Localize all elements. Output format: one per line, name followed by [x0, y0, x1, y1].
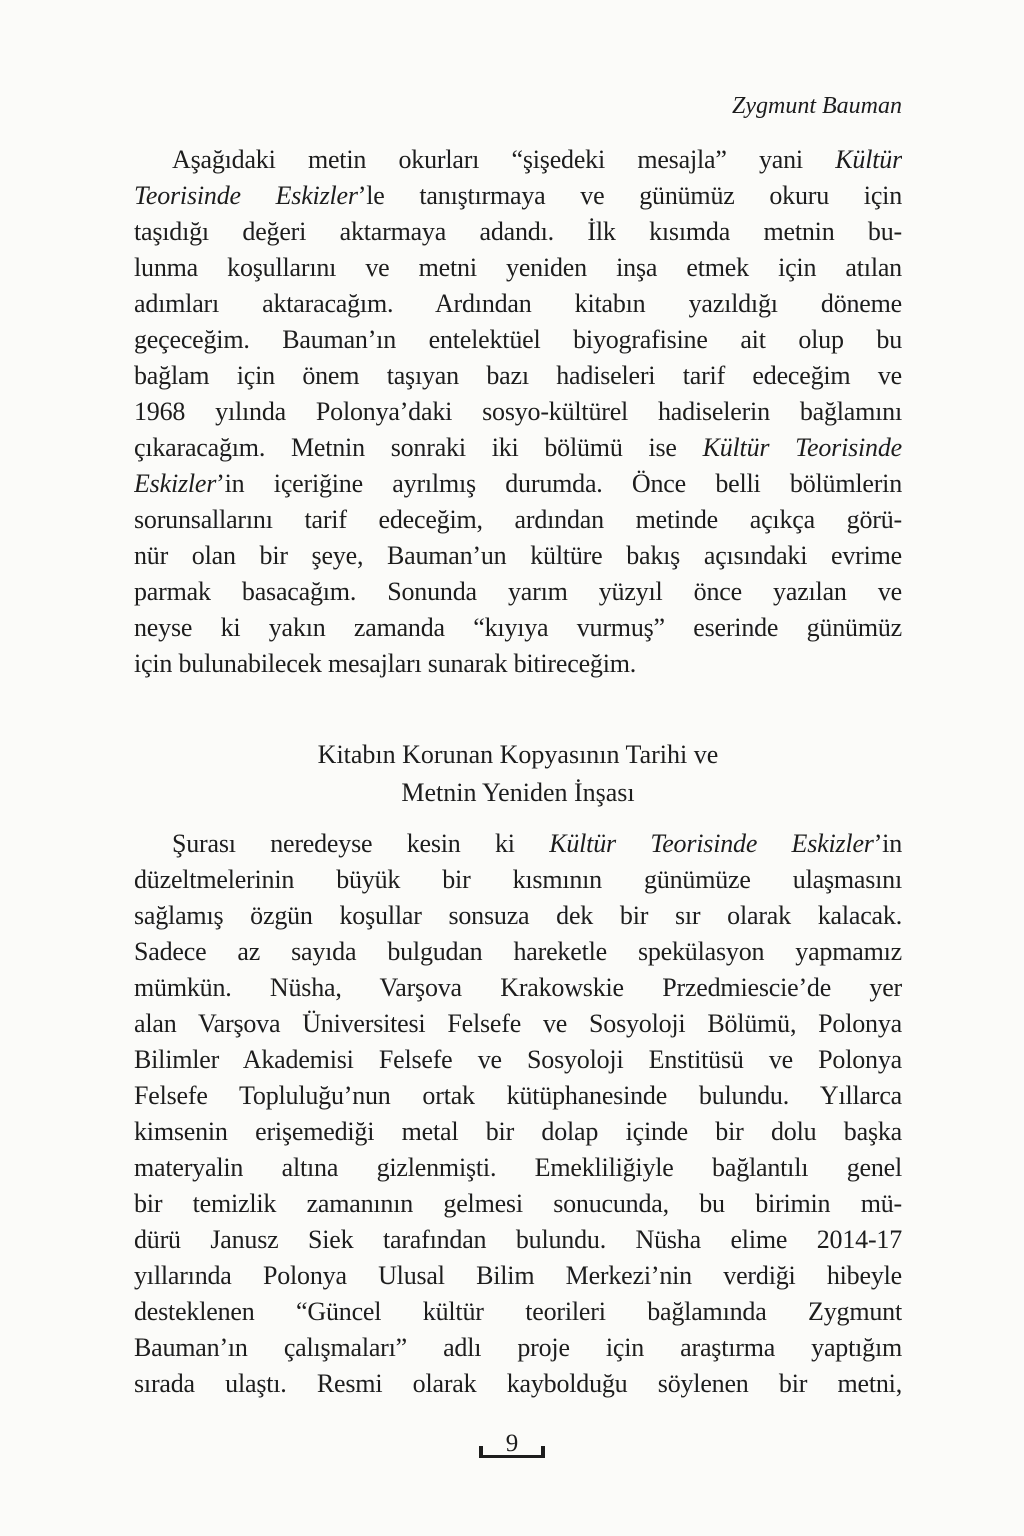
text-line: desteklenen “Güncel kültür teorileri bağlamında Zygmunt: [134, 1297, 902, 1326]
section-heading-line-1: Kitabın Korunan Kopyasının Tarihi ve: [317, 740, 719, 769]
text-line: sağlamış özgün koşullar sonsuza dek bir sır olarak kalacak.: [134, 901, 902, 930]
page-footer: [0, 1424, 1024, 1458]
text-line: düzeltmelerinin büyük bir kısmının günümüze ulaşmasını: [134, 865, 902, 894]
text-line: geçeceğim. Bauman’ın entelektüel biyografisine ait olup bu: [134, 325, 902, 354]
text-line: nür olan bir şeye, Bauman’un kültüre bakış açısındaki evrime: [134, 541, 902, 570]
text-line: Sadece az sayıda bulgudan hareketle spekülasyon yapmamız: [134, 937, 902, 966]
text-line: neyse ki yakın zamanda “kıyıya vurmuş” eserinde günümüz: [134, 613, 902, 642]
text-line: dürü Janusz Siek tarafından bulundu. Nüsha elime 2014-17: [134, 1225, 902, 1254]
paragraph-history: [134, 826, 902, 1402]
text-line: Şurası neredeyse kesin ki Kültür Teorisinde Eskizler’in: [172, 829, 902, 858]
text-line: alan Varşova Üniversitesi Felsefe ve Sosyoloji Bölümü, Polonya: [134, 1009, 902, 1038]
text-line: sorunsallarını tarif edeceğim, ardından metinde açıkça görü-: [134, 505, 902, 534]
text-line: için bulunabilecek mesajları sunarak bitireceğim.: [134, 649, 637, 678]
text-line: Teorisinde Eskizler’le tanıştırmaya ve günümüz okuru için: [134, 181, 902, 210]
text-line: kimsenin erişemediği metal bir dolap içinde bir dolu başka: [134, 1117, 902, 1146]
running-header-author: Zygmunt Bauman: [732, 93, 902, 119]
section-heading: [134, 736, 902, 812]
text-line: materyalin altına gizlenmişti. Emekliliğiyle bağlantılı genel: [134, 1153, 902, 1182]
text-line: 1968 yılında Polonya’daki sosyo-kültürel hadiselerin bağlamını: [134, 397, 902, 426]
text-line: çıkaracağım. Metnin sonraki iki bölümü ise Kültür Teorisinde: [134, 433, 902, 462]
text-line: Bauman’ın çalışmaları” adlı proje için araştırma yaptığım: [134, 1333, 902, 1362]
ornament-line: [479, 1446, 545, 1458]
text-line: bağlam için önem taşıyan bazı hadiseleri tarif edeceğim ve: [134, 361, 902, 390]
text-line: bir temizlik zamanının gelmesi sonucunda, bu birimin mü-: [134, 1189, 902, 1218]
text-line: taşıdığı değeri aktarmaya adandı. İlk kısımda metnin bu-: [134, 217, 902, 246]
text-line: lunma koşullarını ve metni yeniden inşa etmek için atılan: [134, 253, 902, 282]
text-line: Aşağıdaki metin okurları “şişedeki mesajla” yani Kültür: [172, 145, 902, 174]
paragraph-intro: [134, 142, 902, 682]
text-line: yıllarında Polonya Ulusal Bilim Merkezi’nin verdiği hibeyle: [134, 1261, 902, 1290]
page-number: 9: [505, 1430, 519, 1457]
section-heading-line-2: Metnin Yeniden İnşası: [401, 778, 635, 807]
page-number-ornament: [481, 1424, 543, 1458]
text-line: sırada ulaştı. Resmi olarak kaybolduğu söylenen bir metni,: [134, 1369, 902, 1398]
text-line: Felsefe Topluluğu’nun ortak kütüphanesinde bulundu. Yıllarca: [134, 1081, 902, 1110]
text-line: Bilimler Akademisi Felsefe ve Sosyoloji Enstitüsü ve Polonya: [134, 1045, 902, 1074]
text-line: parmak basacağım. Sonunda yarım yüzyıl önce yazılan ve: [134, 577, 902, 606]
text-line: adımları aktaracağım. Ardından kitabın yazıldığı döneme: [134, 289, 902, 318]
text-line: Eskizler’in içeriğine ayrılmış durumda. Önce belli bölümlerin: [134, 469, 902, 498]
text-block: [134, 0, 902, 1402]
text-line: mümkün. Nüsha, Varşova Krakowskie Przedmiescie’de yer: [134, 973, 902, 1002]
